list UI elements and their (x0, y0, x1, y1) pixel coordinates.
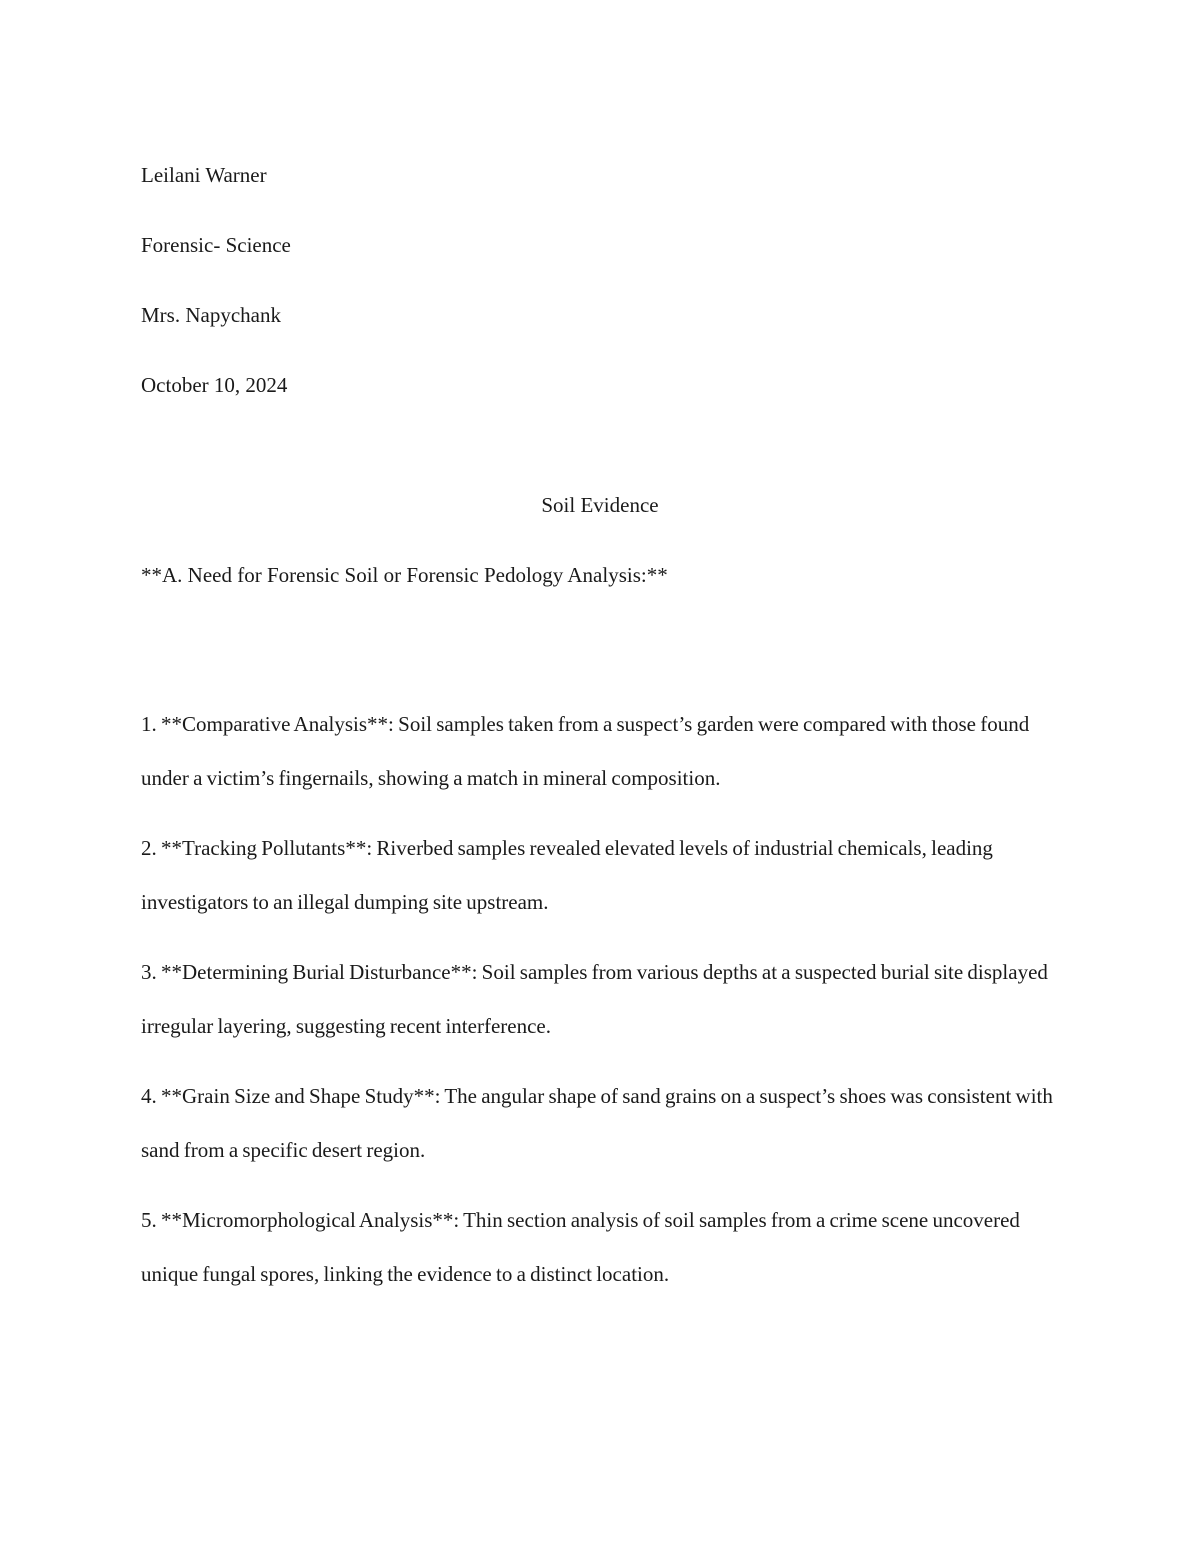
document-title: Soil Evidence (541, 493, 659, 517)
list-item: 1. **Comparative Analysis**: Soil samples taken from a suspect’s garden were compared with those found under a victim’s fingernails, showing a match in mineral composition. (141, 712, 1030, 790)
course-name: Forensic- Science (141, 233, 291, 257)
list-item: 5. **Micromorphological Analysis**: Thin section analysis of soil samples from a crime scene uncovered unique fungal spores, linking the evidence to a distinct location. (141, 1208, 1020, 1286)
student-name: Leilani Warner (141, 163, 267, 187)
mla-heading (141, 140, 1061, 420)
numbered-list (141, 697, 1061, 1317)
list-item: 2. **Tracking Pollutants**: Riverbed samples revealed elevated levels of industrial chemicals, leading investigators to an illegal dumping site upstream. (141, 836, 993, 914)
document-date: October 10, 2024 (141, 373, 288, 397)
section-heading: **A. Need for Forensic Soil or Forensic Pedology Analysis:** (141, 563, 668, 587)
list-item: 4. **Grain Size and Shape Study**: The angular shape of sand grains on a suspect’s shoes was consistent with sand from a specific desert region. (141, 1084, 1053, 1162)
teacher-name: Mrs. Napychank (141, 303, 281, 327)
list-item: 3. **Determining Burial Disturbance**: Soil samples from various depths at a suspected burial site displayed irregular layering, suggesting recent interference. (141, 960, 1048, 1038)
